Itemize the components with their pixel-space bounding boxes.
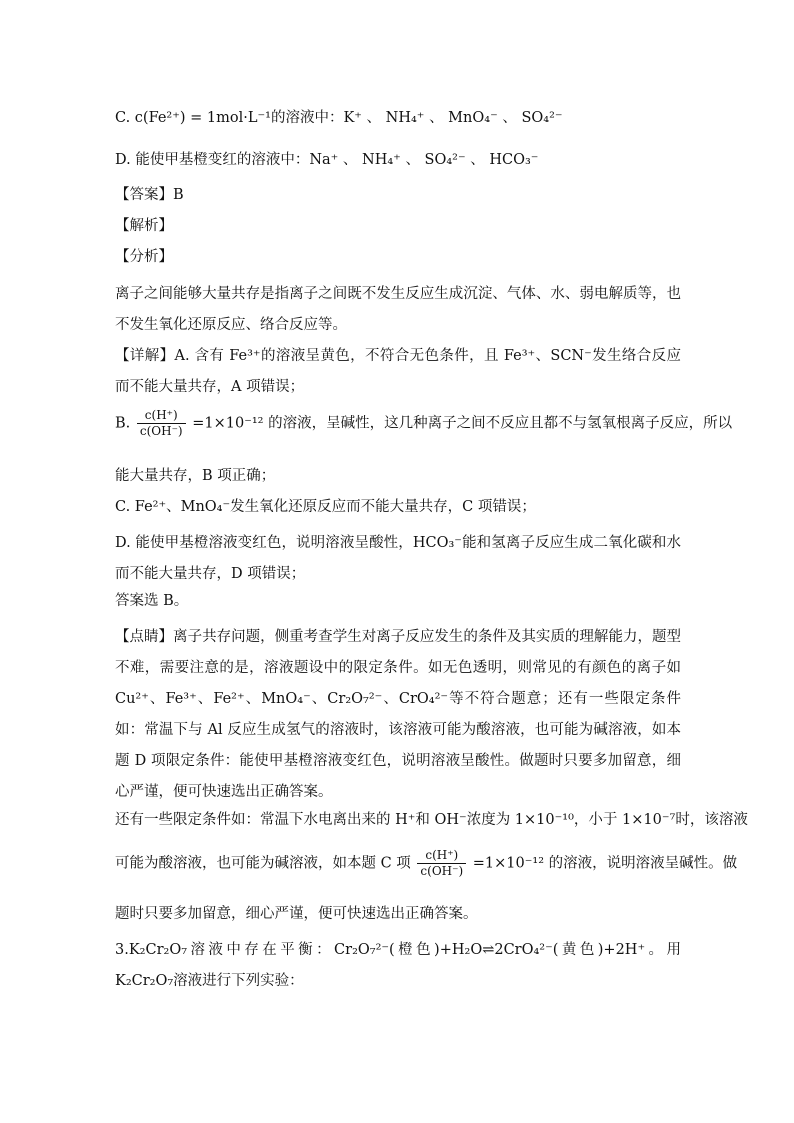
- answer-label: 【答案】B: [115, 187, 184, 203]
- fraction-denominator-2: c(OH⁻): [420, 864, 464, 878]
- detail-d: D. 能使甲基橙溶液变红色，说明溶液呈酸性，HCO₃⁻能和氢离子反应生成二氧化碳和水而不能大量共存，D 项错误；: [115, 535, 681, 582]
- detail-b-cont: 能大量共存，B 项正确；: [115, 468, 276, 484]
- analysis-heading: 【解析】: [115, 218, 173, 234]
- extra-line-2-suffix: =1×10⁻¹² 的溶液，说明溶液呈碱性。做: [472, 855, 738, 872]
- fraction-numerator: c(H⁺): [137, 408, 186, 424]
- ratio-fraction: [137, 408, 186, 439]
- detail-c: C. Fe²⁺、MnO₄⁻发生氧化还原反应而不能大量共存，C 项错误；: [115, 499, 536, 515]
- fraction-denominator: c(OH⁻): [139, 424, 183, 438]
- ratio-fraction-2: [417, 848, 466, 879]
- question-3: 3.K₂Cr₂O₇溶液中存在平衡：Cr₂O₇²⁻(橙色)+H₂O⇌2CrO₄²⁻(黄色)+2H⁺。用 K₂Cr₂O₇溶液进行下列实验：: [115, 942, 681, 989]
- fraction-numerator-2: c(H⁺): [417, 848, 466, 864]
- option-c: C. c(Fe²⁺) = 1mol·L⁻¹的溶液中：K⁺ 、 NH₄⁺ 、 MnO₄⁻ 、 SO₄²⁻: [115, 110, 563, 126]
- answer-choice: 答案选 B。: [115, 593, 189, 609]
- detail-b-prefix: B.: [115, 415, 131, 432]
- dianjing-text: 【点睛】离子共存问题，侧重考查学生对离子反应发生的条件及其实质的理解能力，题型不难，需要注意的是，溶液题设中的限定条件。如无色透明，则常见的有颜色的离子如 Cu²⁺、Fe³⁺、Fe²⁺、MnO₄⁻、Cr₂O₇²⁻、CrO₄²⁻等不符合题意；还有一些限定条件如：常温下与 Al 反应生成氢气的溶液时，该溶液可能为酸溶液，也可能为碱溶液，如本题 D 项限定条件：能使甲基橙溶液变红色，说明溶液呈酸性。做题时只要多加留意，细心严谨，便可快速选出正确答案。: [115, 629, 681, 800]
- extra-line-3: 题时只要多加留意，细心严谨，便可快速选出正确答案。: [115, 906, 478, 922]
- extra-line-1: 还有一些限定条件如：常温下水电离出来的 H⁺和 OH⁻浓度为 1×10⁻¹⁰，小于 1×10⁻⁷时，该溶液: [115, 812, 748, 828]
- fenxi-heading: 【分析】: [115, 249, 173, 265]
- extra-line-2: [115, 848, 737, 879]
- detail-b: [115, 408, 732, 439]
- detail-a: 【详解】A. 含有 Fe³⁺的溶液呈黄色，不符合无色条件，且 Fe³⁺、SCN⁻发生络合反应而不能大量共存，A 项错误；: [115, 348, 681, 395]
- option-d: D. 能使甲基橙变红的溶液中：Na⁺ 、 NH₄⁺ 、 SO₄²⁻ 、 HCO₃⁻: [115, 152, 539, 168]
- detail-b-suffix: =1×10⁻¹² 的溶液，呈碱性，这几种离子之间不反应且都不与氢氧根离子反应，所以: [192, 415, 733, 432]
- extra-line-2-prefix: 可能为酸溶液，也可能为碱溶液，如本题 C 项: [115, 855, 411, 872]
- fenxi-text: 离子之间能够大量共存是指离子之间既不发生反应生成沉淀、气体、水、弱电解质等，也不发生氧化还原反应、络合反应等。: [115, 286, 681, 333]
